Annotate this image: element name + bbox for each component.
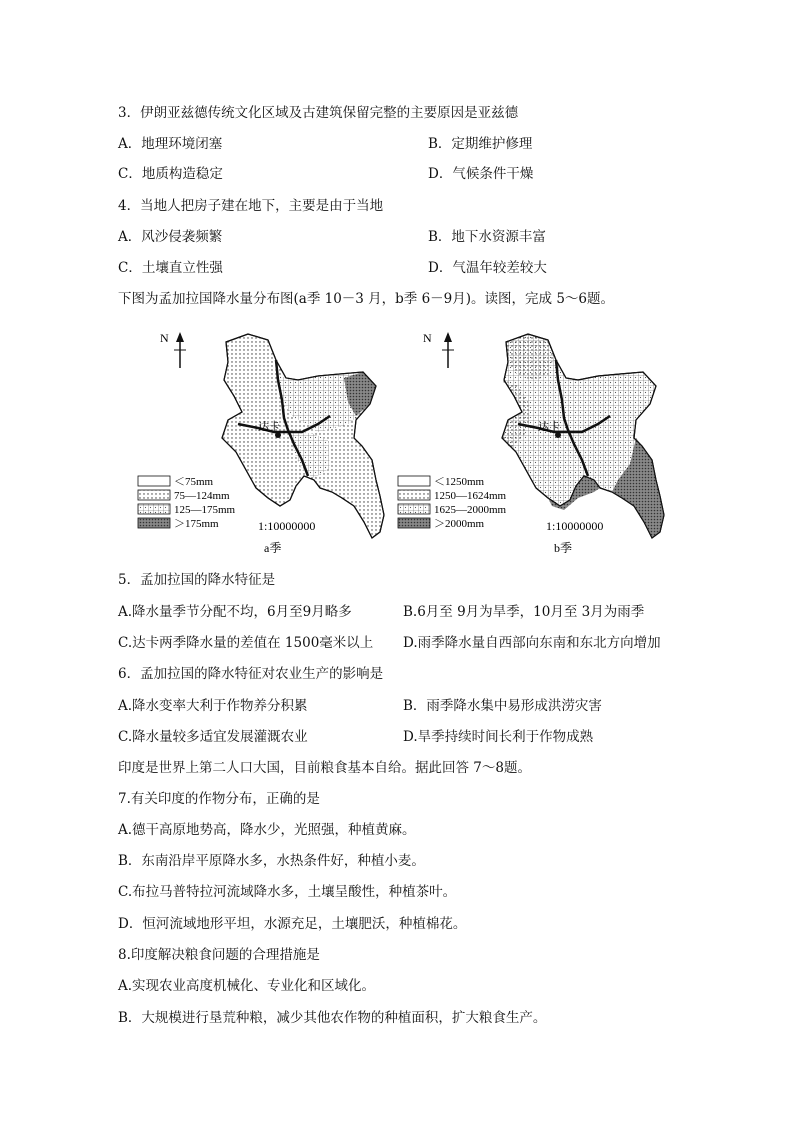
map-b-legend-1: ＜1250mm [434, 476, 485, 488]
q3-stem: 3．伊朗亚兹德传统文化区域及古建筑保留完整的主要原因是亚兹德 [118, 105, 519, 121]
intro-7-8: 印度是世界上第二人口大国，目前粮食基本自给。据此回答 7～8题。 [118, 760, 531, 776]
q6-stem: 6．孟加拉国的降水特征对农业生产的影响是 [118, 666, 384, 682]
q6-option-b: B．雨季降水集中易形成洪涝灾害 [403, 698, 602, 714]
q5-option-c: C.达卡两季降水量的差值在 1500毫米以上 [118, 635, 374, 651]
intro-5-6: 下图为孟加拉国降水量分布图(a季 10－3 月，b季 6－9月)。读图，完成 5～6题。 [118, 291, 615, 307]
map-a-legend-2: 75—124mm [174, 490, 230, 502]
map-a-legend-3: 125—175mm [174, 504, 236, 516]
map-b-city-label: 达卡 [538, 421, 560, 433]
q7-stem: 7.有关印度的作物分布，正确的是 [118, 791, 320, 807]
map-a-scale: 1:10000000 [258, 519, 316, 533]
q8-option-a: A.实现农业高度机械化、专业化和区域化。 [118, 978, 376, 994]
q4-stem: 4．当地人把房子建在地下，主要是由于当地 [118, 198, 384, 214]
q5-option-b: B.6月至 9月为旱季，10月至 3月为雨季 [403, 604, 645, 620]
map-a-north-arrow-icon [174, 332, 186, 368]
map-b-legend-4: ＞2000mm [434, 518, 485, 530]
q8-option-b: B．大规模进行垦荒种粮，减少其他农作物的种植面积，扩大粮食生产。 [118, 1010, 547, 1026]
q7-option-c: C.布拉马普特拉河流域降水多，土壤呈酸性，种植茶叶。 [118, 884, 457, 900]
q3-option-c: C．地质构造稳定 [118, 166, 223, 182]
q3-option-a: A．地理环境闭塞 [118, 136, 223, 152]
map-b-north-arrow-icon [442, 332, 454, 368]
q3-option-b: B．定期维护修理 [428, 136, 533, 152]
map-a-legend-1: ＜75mm [174, 476, 214, 488]
map-a-caption: a季 [264, 541, 282, 555]
map-b-legend [398, 476, 507, 530]
q5-option-d: D.雨季降水量自西部向东南和东北方向增加 [403, 635, 661, 651]
map-a-city-label: 达卡 [258, 421, 280, 433]
q4-option-b: B．地下水资源丰富 [428, 229, 546, 245]
map-a-legend [138, 476, 236, 530]
q6-option-d: D.旱季持续时间长利于作物成熟 [403, 729, 594, 745]
map-b-north-label: N [423, 331, 432, 345]
q7-option-b: B．东南沿岸平原降水多，水热条件好，种植小麦。 [118, 853, 425, 869]
q7-option-a: A.德干高原地势高，降水少，光照强，种植黄麻。 [118, 822, 416, 838]
q7-option-d: D．恒河流域地形平坦，水源充足，土壤肥沃，种植棉花。 [118, 916, 467, 932]
q6-option-a: A.降水变率大利于作物养分积累 [118, 698, 308, 714]
map-a-legend-4: ＞175mm [174, 518, 219, 530]
map-a-north-label: N [160, 331, 169, 345]
map-b-scale: 1:10000000 [546, 519, 604, 533]
map-a [138, 331, 384, 555]
map-b-legend-3: 1625—2000mm [434, 504, 507, 516]
map-b-caption: b季 [554, 541, 573, 555]
q4-option-c: C．土壤直立性强 [118, 260, 223, 276]
q4-option-a: A．风沙侵袭频繁 [118, 229, 223, 245]
q6-option-c: C.降水量较多适宜发展灌溉农业 [118, 729, 308, 745]
rainfall-maps-figure [118, 320, 678, 560]
q8-stem: 8.印度解决粮食问题的合理措施是 [118, 947, 320, 963]
q5-option-a: A.降水量季节分配不均，6月至9月略多 [118, 604, 352, 620]
q4-option-d: D．气温年较差较大 [428, 260, 547, 276]
q3-option-d: D．气候条件干燥 [428, 166, 534, 182]
map-b [398, 331, 664, 555]
map-b-legend-2: 1250—1624mm [434, 490, 507, 502]
q5-stem: 5．孟加拉国的降水特征是 [118, 572, 276, 588]
